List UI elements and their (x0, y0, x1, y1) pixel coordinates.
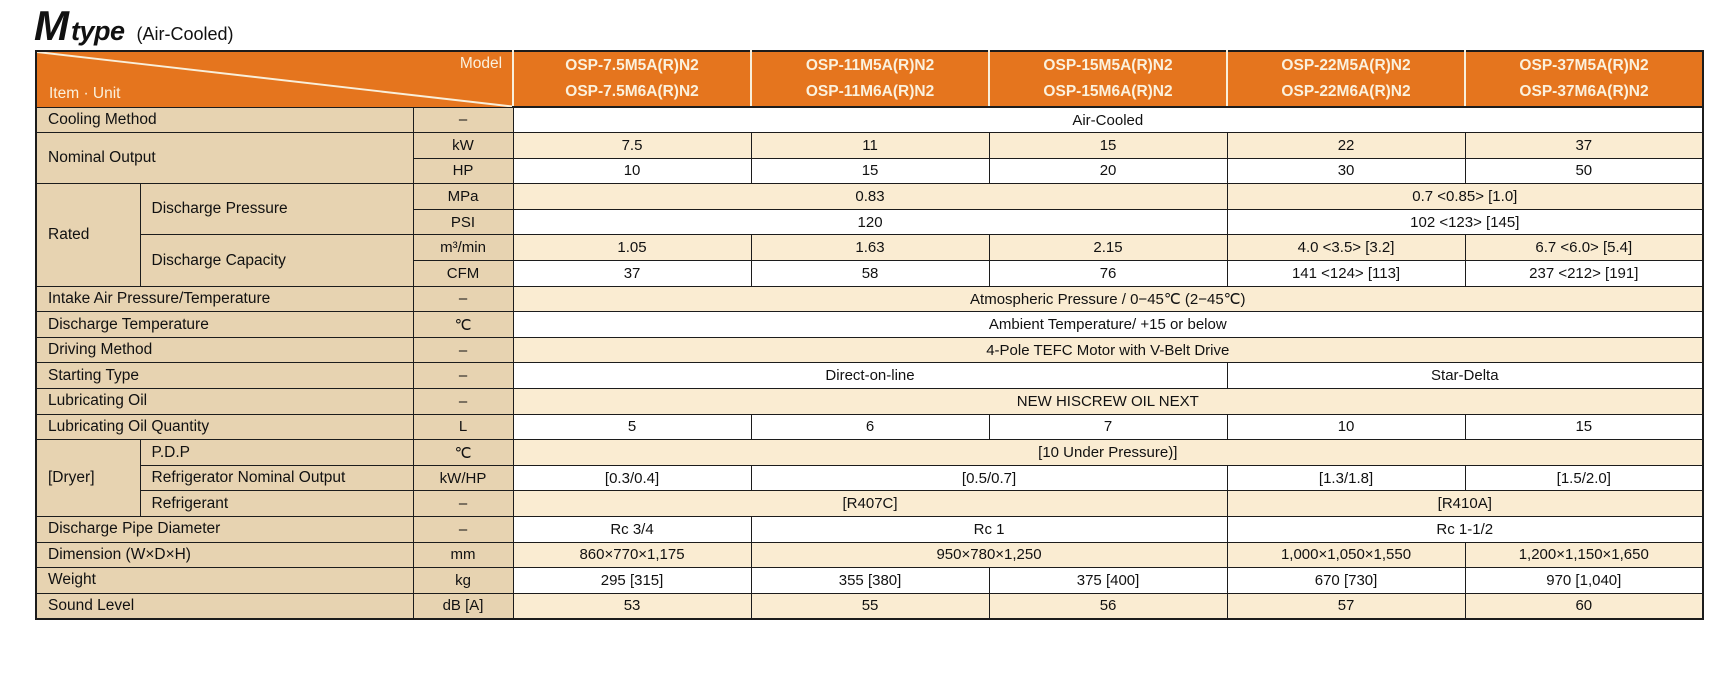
value-cell: 15 (989, 133, 1227, 159)
value-cell: 53 (513, 593, 751, 619)
table-row (36, 414, 1703, 440)
title-subtitle: (Air-Cooled) (136, 24, 234, 44)
value-cell: Rc 1-1/2 (1227, 517, 1703, 543)
model-column-header (1465, 51, 1703, 107)
corner-cell (36, 51, 513, 107)
value-cell: 4.0 <3.5> [3.2] (1227, 235, 1465, 261)
model-name: OSP-37M5A(R)N2 (1519, 57, 1649, 74)
value-cell: 102 <123> [145] (1227, 209, 1703, 235)
table-row (36, 491, 1703, 517)
table-row (36, 337, 1703, 363)
value-cell: [R407C] (513, 491, 1227, 517)
model-name: OSP-7.5M6A(R)N2 (565, 83, 699, 100)
row-label-cell: P.D.P (140, 440, 413, 466)
value-cell: [10 Under Pressure)] (513, 440, 1703, 466)
model-name: OSP-11M6A(R)N2 (805, 83, 935, 100)
value-cell: 11 (751, 133, 989, 159)
model-column-header (989, 51, 1227, 107)
value-cell: 15 (1465, 414, 1703, 440)
value-cell: 0.83 (513, 184, 1227, 210)
value-cell: 58 (751, 261, 989, 287)
value-cell: 10 (513, 158, 751, 184)
row-label-cell: Nominal Output (36, 133, 413, 184)
unit-cell: kW (413, 133, 513, 159)
table-row (36, 517, 1703, 543)
table-row (36, 184, 1703, 210)
value-cell: 56 (989, 593, 1227, 619)
row-label-cell: Starting Type (36, 363, 413, 389)
title-type: type (71, 16, 125, 46)
row-label-cell: Weight (36, 568, 413, 594)
row-label-cell: Refrigerator Nominal Output (140, 465, 413, 491)
unit-cell: ℃ (413, 440, 513, 466)
value-cell: 1.05 (513, 235, 751, 261)
value-cell: Rc 1 (751, 517, 1227, 543)
value-cell: 141 <124> [113] (1227, 261, 1465, 287)
table-row (36, 440, 1703, 466)
unit-cell: – (413, 491, 513, 517)
unit-cell: mm (413, 542, 513, 568)
row-label-cell: Discharge Capacity (140, 235, 413, 286)
model-label: Model (459, 55, 503, 72)
value-cell: 0.7 <0.85> [1.0] (1227, 184, 1703, 210)
table-row (36, 286, 1703, 312)
group-cell-rated: Rated (36, 184, 140, 286)
row-label-cell: Driving Method (36, 337, 413, 363)
row-label-cell: Discharge Pressure (140, 184, 413, 235)
value-cell: [0.5/0.7] (751, 465, 1227, 491)
model-name: OSP-22M6A(R)N2 (1281, 83, 1411, 100)
value-cell: 22 (1227, 133, 1465, 159)
value-cell: [R410A] (1227, 491, 1703, 517)
value-cell: NEW HISCREW OIL NEXT (513, 389, 1703, 415)
model-name: OSP-15M6A(R)N2 (1043, 83, 1173, 100)
value-cell: 1,000×1,050×1,550 (1227, 542, 1465, 568)
model-name: OSP-22M5A(R)N2 (1281, 57, 1411, 74)
title-letter: M (34, 2, 68, 49)
row-label-cell: Dimension (W×D×H) (36, 542, 413, 568)
table-row (36, 363, 1703, 389)
value-cell: 355 [380] (751, 568, 989, 594)
value-cell: [1.3/1.8] (1227, 465, 1465, 491)
value-cell: Rc 3/4 (513, 517, 751, 543)
value-cell: 970 [1,040] (1465, 568, 1703, 594)
model-column-header (1227, 51, 1465, 107)
value-cell: 5 (513, 414, 751, 440)
value-cell: 50 (1465, 158, 1703, 184)
value-cell: 950×780×1,250 (751, 542, 1227, 568)
value-cell: 20 (989, 158, 1227, 184)
value-cell: 37 (1465, 133, 1703, 159)
table-row (36, 235, 1703, 261)
value-cell: 76 (989, 261, 1227, 287)
item-unit-label: Item · Unit (49, 84, 121, 102)
value-cell: 375 [400] (989, 568, 1227, 594)
value-cell: 15 (751, 158, 989, 184)
unit-cell: HP (413, 158, 513, 184)
unit-cell: – (413, 337, 513, 363)
group-cell-dryer: [Dryer] (36, 440, 140, 517)
unit-cell: – (413, 286, 513, 312)
row-label-cell: Discharge Pipe Diameter (36, 517, 413, 543)
value-cell: 6.7 <6.0> [5.4] (1465, 235, 1703, 261)
table-row (36, 542, 1703, 568)
unit-cell: kg (413, 568, 513, 594)
value-cell: 60 (1465, 593, 1703, 619)
value-cell: 120 (513, 209, 1227, 235)
value-cell: 295 [315] (513, 568, 751, 594)
value-cell: [0.3/0.4] (513, 465, 751, 491)
row-label-cell: Intake Air Pressure/Temperature (36, 286, 413, 312)
value-cell: Ambient Temperature/ +15 or below (513, 312, 1703, 338)
table-row (36, 568, 1703, 594)
unit-cell: MPa (413, 184, 513, 210)
unit-cell: CFM (413, 261, 513, 287)
unit-cell: – (413, 389, 513, 415)
value-cell: 237 <212> [191] (1465, 261, 1703, 287)
row-label-cell: Refrigerant (140, 491, 413, 517)
model-column-header (751, 51, 989, 107)
unit-cell: – (413, 107, 513, 133)
row-label-cell: Lubricating Oil (36, 389, 413, 415)
value-cell: 2.15 (989, 235, 1227, 261)
value-cell: 860×770×1,175 (513, 542, 751, 568)
unit-cell: dB [A] (413, 593, 513, 619)
model-name: OSP-11M5A(R)N2 (805, 57, 935, 74)
value-cell: 55 (751, 593, 989, 619)
value-cell: 57 (1227, 593, 1465, 619)
spec-table (35, 50, 1704, 620)
table-row (36, 107, 1703, 133)
value-cell: 4-Pole TEFC Motor with V-Belt Drive (513, 337, 1703, 363)
value-cell: 37 (513, 261, 751, 287)
unit-cell: L (413, 414, 513, 440)
row-label-cell: Cooling Method (36, 107, 413, 133)
table-row (36, 133, 1703, 159)
value-cell: 10 (1227, 414, 1465, 440)
model-column-header (513, 51, 751, 107)
value-cell: 30 (1227, 158, 1465, 184)
table-row (36, 593, 1703, 619)
unit-cell: kW/HP (413, 465, 513, 491)
value-cell: 1.63 (751, 235, 989, 261)
value-cell: Atmospheric Pressure / 0−45℃ (2−45℃) (513, 286, 1703, 312)
table-row (36, 465, 1703, 491)
unit-cell: – (413, 363, 513, 389)
table-row (36, 389, 1703, 415)
unit-cell: – (413, 517, 513, 543)
value-cell: Star-Delta (1227, 363, 1703, 389)
row-label-cell: Sound Level (36, 593, 413, 619)
model-name: OSP-37M6A(R)N2 (1519, 83, 1649, 100)
unit-cell: ℃ (413, 312, 513, 338)
row-label-cell: Discharge Temperature (36, 312, 413, 338)
model-name: OSP-15M5A(R)N2 (1043, 57, 1173, 74)
unit-cell: m³/min (413, 235, 513, 261)
value-cell: 1,200×1,150×1,650 (1465, 542, 1703, 568)
header-row (36, 51, 1703, 107)
table-row (36, 312, 1703, 338)
value-cell: [1.5/2.0] (1465, 465, 1703, 491)
value-cell: 670 [730] (1227, 568, 1465, 594)
value-cell: Direct-on-line (513, 363, 1227, 389)
value-cell: 6 (751, 414, 989, 440)
value-cell: Air-Cooled (513, 107, 1703, 133)
model-name: OSP-7.5M5A(R)N2 (565, 57, 699, 74)
unit-cell: PSI (413, 209, 513, 235)
value-cell: 7.5 (513, 133, 751, 159)
value-cell: 7 (989, 414, 1227, 440)
page-title (34, 2, 1717, 49)
row-label-cell: Lubricating Oil Quantity (36, 414, 413, 440)
